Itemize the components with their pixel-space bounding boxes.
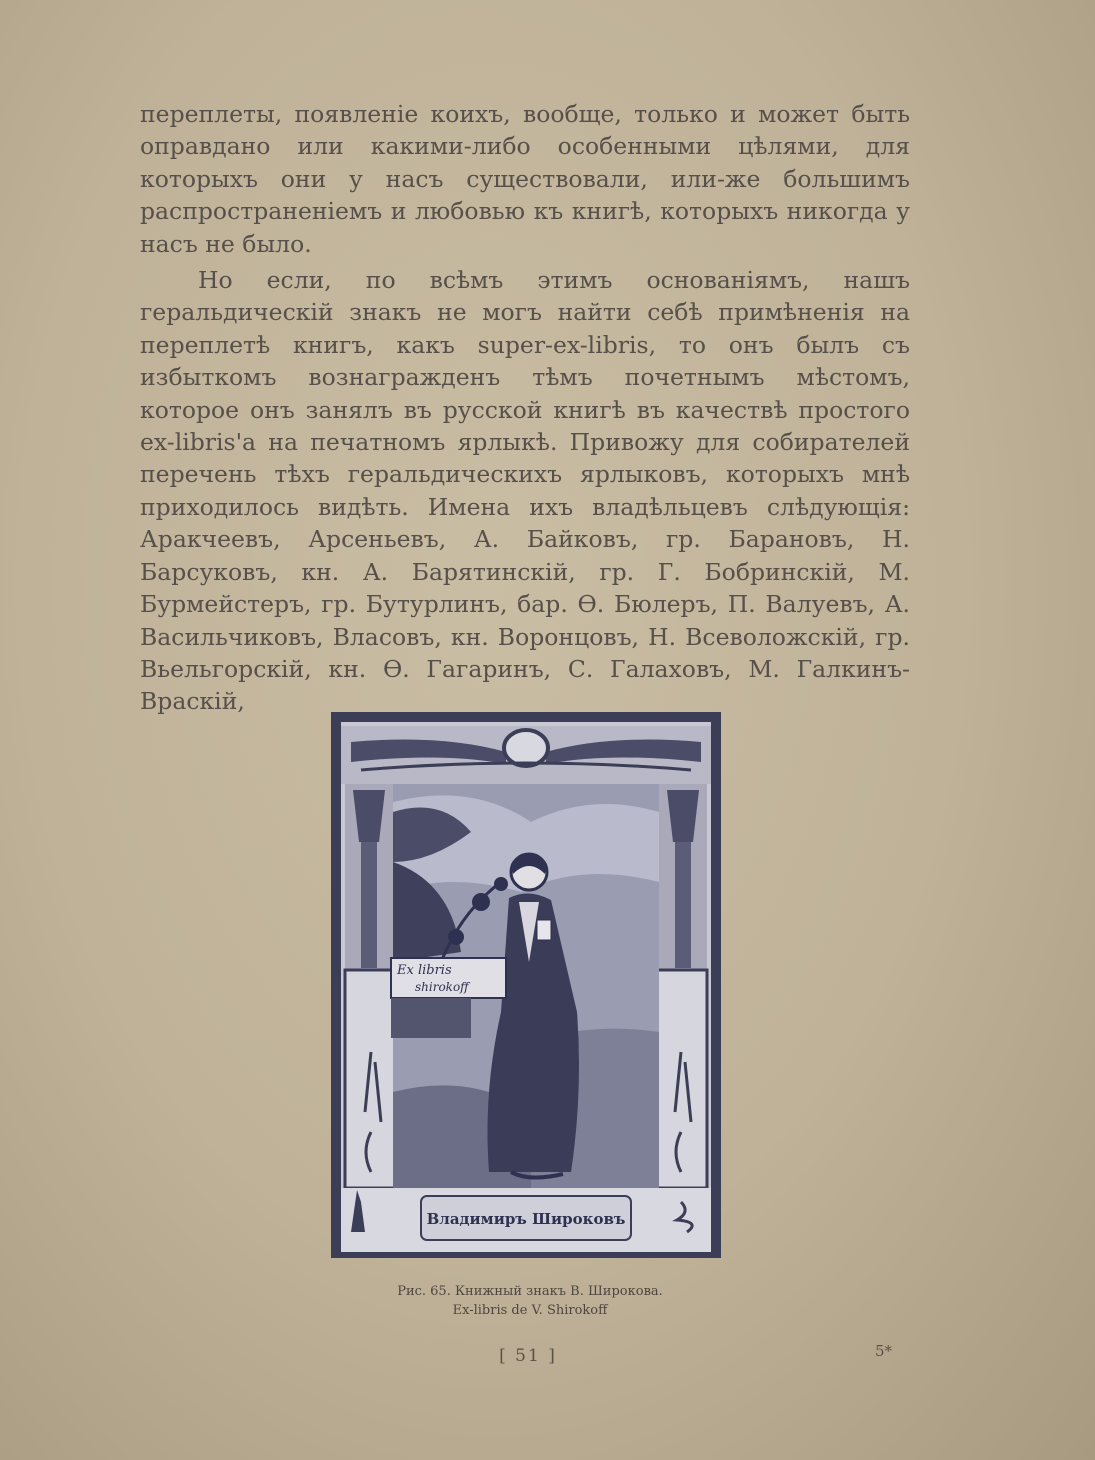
owner-name: Владимиръ Широковъ [426, 1210, 626, 1228]
ex-libris-plate [331, 712, 721, 1258]
ex-libris-illustration [331, 712, 721, 1258]
signature-mark: 5* [875, 1342, 893, 1360]
paragraph-2: Но если, по всѣмъ этимъ основаніямъ, нашъ геральдическій знакъ не могъ найти себѣ примѣненія на переплетѣ книгъ, какъ super-ex-libris, то онъ былъ съ избыткомъ вознагражденъ тѣмъ почетнымъ мѣстомъ, которое онъ занялъ въ русской книгѣ въ качествѣ простого ex-libris'а на печатномъ ярлыкѣ. Привожу для собирателей перечень тѣхъ геральдическихъ ярлыковъ, которыхъ мнѣ приходилось видѣть. Имена ихъ владѣльцевъ слѣдующія: Аракчеевъ, Арсеньевъ, А. Байковъ, гр. Барановъ, Н. Барсуковъ, кн. А. Барятинскій, гр. Г. Бобринскій, М. Бурмейстеръ, гр. Бутурлинъ, бар. Ѳ. Бюлеръ, П. Валуевъ, А. Васильчиковъ, Власовъ, кн. Воронцовъ, Н. Всеволожскій, гр. Вьельгорскій, кн. Ѳ. Гагаринъ, С. Галаховъ, М. Галкинъ-Враскій, [140, 266, 910, 716]
name-plate [341, 1188, 711, 1252]
figure-caption-french: Ex-libris de V. Shirokoff [452, 1303, 608, 1318]
body-text [140, 98, 910, 718]
figure-caption: Рис. 65. Книжный знакъ В. Широкова. [397, 1284, 663, 1299]
paragraph-1: переплеты, появленіе коихъ, вообще, только и может быть оправдано или какими-либо особенными цѣлями, для которыхъ они у насъ существовали, или-же большимъ распространеніемъ и любовью къ книгѣ, которыхъ никогда у насъ не было. [140, 100, 910, 258]
ex-libris-inscription: Ex libris [397, 963, 452, 978]
winged-sun-ornament [341, 726, 711, 784]
shirokoff-inscription: shirokoff [415, 980, 469, 994]
page-number: [ 51 ] [499, 1346, 557, 1366]
